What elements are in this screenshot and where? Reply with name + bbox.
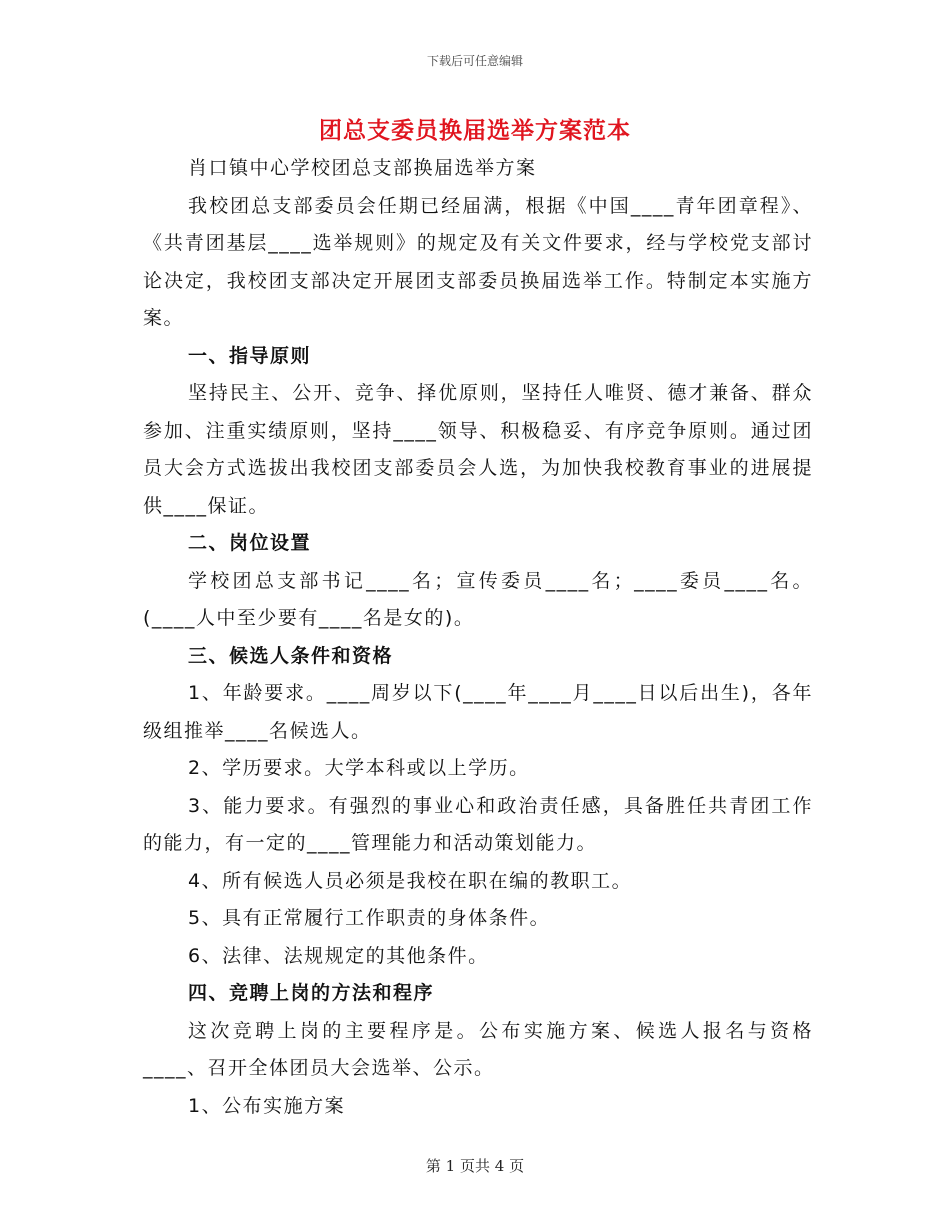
page-header-note: 下载后可任意编辑 xyxy=(426,54,523,68)
paragraph-intro: 我校团总支部委员会任期已经届满，根据《中国____青年团章程》、《共青团基层____选举规则》的规定及有关文件要求，经与学校党支部讨论决定，我校团支部决定开展团支部委员换届选举工作。特制定本实施方案。 xyxy=(143,194,813,329)
paragraph-subtitle: 肖口镇中心学校团总支部换届选举方案 xyxy=(188,157,537,179)
section-heading-2: 二、岗位设置 xyxy=(188,532,312,554)
paragraph-staff: 4、所有候选人员必须是我校在职在编的教职工。 xyxy=(188,869,633,892)
section-heading-3: 三、候选人条件和资格 xyxy=(188,644,394,667)
paragraph-step-1: 1、公布实施方案 xyxy=(188,1094,346,1117)
paragraph-education: 2、学历要求。大学本科或以上学历。 xyxy=(188,757,530,779)
paragraph-ability: 3、能力要求。有强烈的事业心和政治责任感，具备胜任共青团工作的能力，有一定的____管理能力和活动策划能力。 xyxy=(143,794,813,854)
paragraph-age: 1、年龄要求。____周岁以下(____年____月____日以后出生)，各年级组推举____名候选人。 xyxy=(143,682,813,742)
paragraph-positions: 学校团总支部书记____名；宣传委员____名；____委员____名。(____人中至少要有____名是女的)。 xyxy=(143,569,813,629)
section-heading-4: 四、竞聘上岗的方法和程序 xyxy=(188,982,435,1004)
paragraph-health: 5、具有正常履行工作职责的身体条件。 xyxy=(188,907,551,929)
paragraph-other: 6、法律、法规规定的其他条件。 xyxy=(188,944,489,967)
document-body xyxy=(143,150,813,1125)
paragraph-principles: 坚持民主、公开、竞争、择优原则，坚持任人唯贤、德才兼备、群众参加、注重实绩原则，坚持____领导、积极稳妥、有序竞争原则。通过团员大会方式选拔出我校团支部委员会人选，为加快我校教育事业的进展提供____保证。 xyxy=(143,382,813,517)
document-title: 团总支委员换届选举方案范本 xyxy=(319,118,631,144)
page-number-footer: 第 1 页共 4 页 xyxy=(425,1157,525,1175)
section-heading-1: 一、指导原则 xyxy=(188,344,312,367)
paragraph-procedure: 这次竞聘上岗的主要程序是。公布实施方案、候选人报名与资格____、召开全体团员大会选举、公示。 xyxy=(143,1019,813,1079)
